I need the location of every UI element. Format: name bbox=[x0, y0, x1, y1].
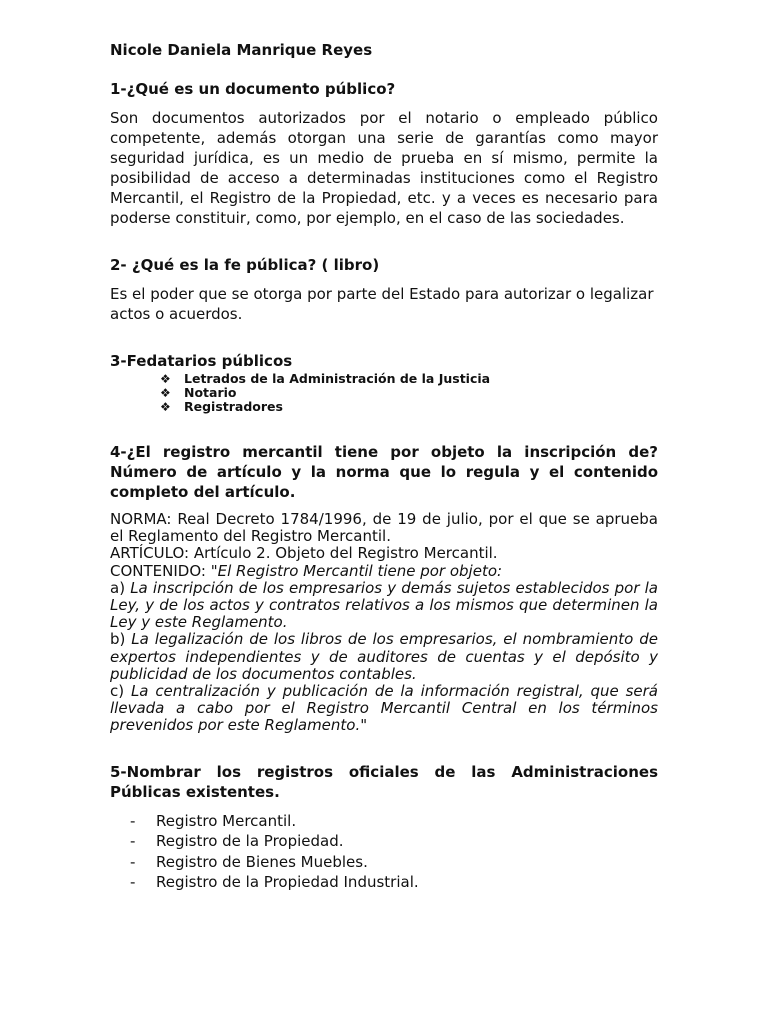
list-item: ❖ Letrados de la Administración de la Justicia bbox=[160, 371, 491, 386]
articulo-text: ARTÍCULO: Artículo 2. Objeto del Registro Mercantil. bbox=[110, 544, 498, 563]
diamond-bullet-icon: ❖ bbox=[160, 386, 171, 400]
contenido-text: CONTENIDO: "El Registro Mercantil tiene por objeto: bbox=[110, 561, 503, 580]
question-4: 4-¿El registro mercantil tiene por objeto la inscripción de? Número de artículo y la norma que lo regula y el contenido completo del artículo. bbox=[110, 443, 658, 501]
list-item: ❖ Registradores bbox=[160, 399, 283, 414]
list-item: - Registro de la Propiedad. bbox=[130, 832, 344, 851]
list-item: - Registro Mercantil. bbox=[130, 811, 297, 830]
author-name: Nicole Daniela Manrique Reyes bbox=[110, 41, 373, 59]
diamond-bullet-icon: ❖ bbox=[160, 372, 171, 386]
section-3-title: 3-Fedatarios públicos bbox=[110, 352, 293, 370]
list-item: ❖ Notario bbox=[160, 385, 237, 400]
dash-bullet: - bbox=[130, 832, 136, 851]
clause-b: b) La legalización de los libros de los empresarios, el nombramiento de expertos independientes y de auditores de cuentas y el depósito y publicidad de los documentos contables. bbox=[110, 630, 658, 683]
list-item: - Registro de Bienes Muebles. bbox=[130, 852, 368, 871]
question-5: 5-Nombrar los registros oficiales de las Administraciones Públicas existentes. bbox=[110, 762, 658, 801]
clause-c: c) La centralización y publicación de la información registral, que será llevada a cabo por el Registro Mercantil Central en los términos prevenidos por este Reglamento." bbox=[110, 682, 658, 735]
dash-bullet: - bbox=[130, 873, 136, 892]
document-page bbox=[110, 40, 658, 893]
list-item: - Registro de la Propiedad Industrial. bbox=[130, 873, 419, 892]
answer-1: Son documentos autorizados por el notario o empleado público competente, además otorgan una serie de garantías como mayor seguridad jurídica, es un medio de prueba en sí mismo, permite la posibilidad de acceso a determinadas instituciones como el Registro Mercantil, el Registro de la Propiedad, etc. y a veces es necesario para poderse constituir, como, por ejemplo, en el caso de las sociedades. bbox=[110, 109, 658, 227]
question-1: 1-¿Qué es un documento público? bbox=[110, 80, 396, 98]
diamond-bullet-icon: ❖ bbox=[160, 400, 171, 414]
question-2: 2- ¿Qué es la fe pública? ( libro) bbox=[110, 256, 380, 274]
norma-text: NORMA: Real Decreto 1784/1996, de 19 de julio, por el que se aprueba el Reglamento del Registro Mercantil. bbox=[110, 510, 658, 546]
registros-list bbox=[110, 811, 658, 893]
clause-a: a) La inscripción de los empresarios y demás sujetos establecidos por la Ley, y de los actos y contratos relativos a los mismos que determinen la Ley y este Reglamento. bbox=[110, 578, 658, 632]
dash-bullet: - bbox=[130, 811, 136, 830]
fedatarios-list bbox=[110, 372, 658, 414]
answer-2: Es el poder que se otorga por parte del Estado para autorizar o legalizar actos o acuerdos. bbox=[110, 285, 654, 323]
dash-bullet: - bbox=[130, 852, 136, 871]
